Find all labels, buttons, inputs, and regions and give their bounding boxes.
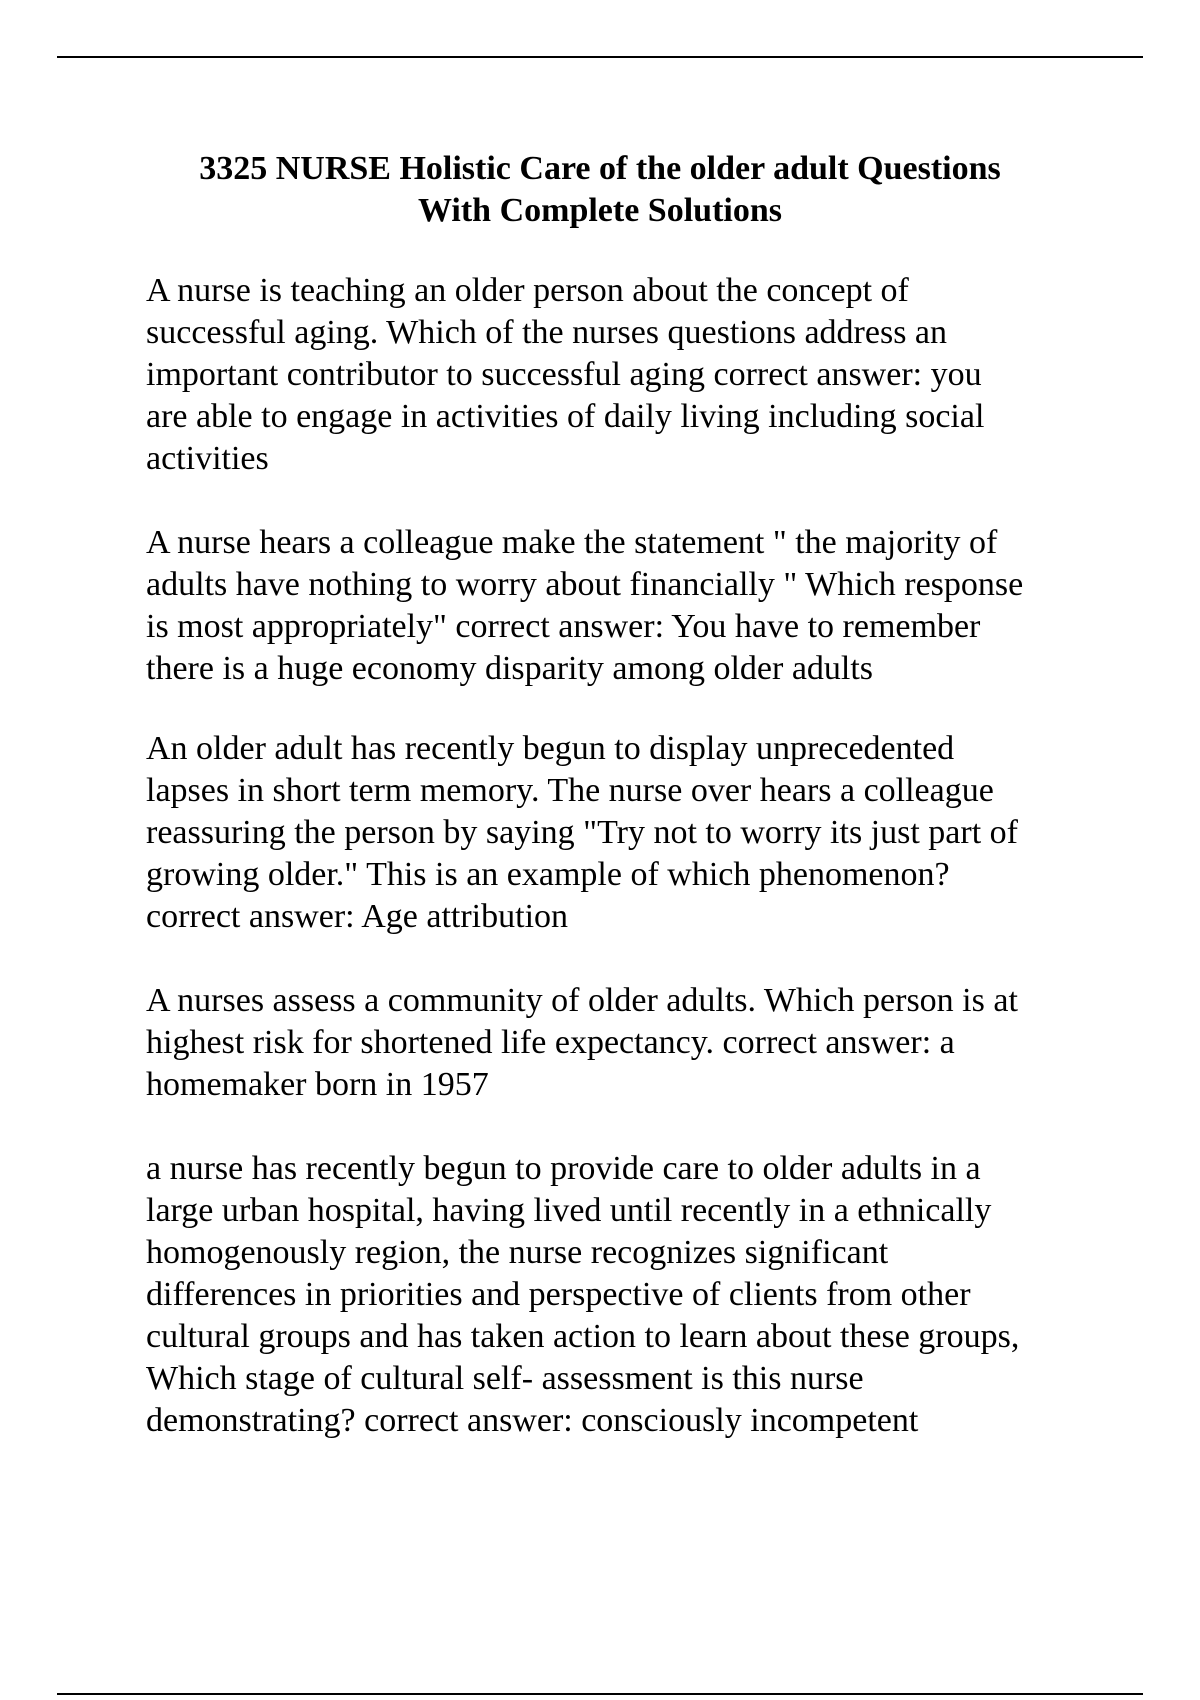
question-item-4: [146, 980, 1116, 1106]
question-item-3: [146, 728, 1116, 938]
text-line: cultural groups and has taken action to learn about these groups,: [146, 1318, 1020, 1355]
text-line: differences in priorities and perspective of clients from other: [146, 1276, 971, 1313]
text-line: A nurses assess a community of older adults. Which person is at: [146, 982, 1018, 1019]
text-line: important contributor to successful aging correct answer: you: [146, 356, 982, 393]
text-line: homogenously region, the nurse recognizes significant: [146, 1234, 889, 1271]
text-line: A nurse hears a colleague make the statement " the majority of: [146, 524, 998, 561]
text-line: there is a huge economy disparity among older adults: [146, 650, 874, 687]
text-line: is most appropriately" correct answer: You have to remember: [146, 608, 981, 645]
text-line: A nurse is teaching an older person about the concept of: [146, 272, 909, 309]
text-line: lapses in short term memory. The nurse over hears a colleague: [146, 772, 994, 809]
text-line: highest risk for shortened life expectancy. correct answer: a: [146, 1024, 955, 1061]
text-line: demonstrating? correct answer: consciously incompetent: [146, 1402, 919, 1439]
text-line: reassuring the person by saying "Try not to worry its just part of: [146, 814, 1018, 851]
text-line: correct answer: Age attribution: [146, 898, 569, 935]
text-line: activities: [146, 440, 269, 477]
text-line: are able to engage in activities of daily living including social: [146, 398, 985, 435]
bottom-rule: [57, 1693, 1143, 1695]
question-item-5: [146, 1148, 1116, 1442]
text-line: growing older." This is an example of which phenomenon?: [146, 856, 950, 893]
text-line: An older adult has recently begun to display unprecedented: [146, 730, 955, 767]
text-line: a nurse has recently begun to provide care to older adults in a: [146, 1150, 981, 1187]
document-title: [100, 148, 1100, 232]
text-line: large urban hospital, having lived until recently in a ethnically: [146, 1192, 992, 1229]
text-line: homemaker born in 1957: [146, 1066, 489, 1103]
top-rule: [57, 56, 1143, 58]
document-body: [146, 270, 1116, 1484]
text-line: Which stage of cultural self- assessment is this nurse: [146, 1360, 864, 1397]
text-line: adults have nothing to worry about financially " Which response: [146, 566, 1024, 603]
question-item-1: [146, 270, 1116, 480]
text-line: successful aging. Which of the nurses questions address an: [146, 314, 948, 351]
title-line-1: 3325 NURSE Holistic Care of the older adult Questions: [199, 150, 1001, 187]
question-item-2: [146, 522, 1116, 690]
title-line-2: With Complete Solutions: [418, 192, 782, 229]
